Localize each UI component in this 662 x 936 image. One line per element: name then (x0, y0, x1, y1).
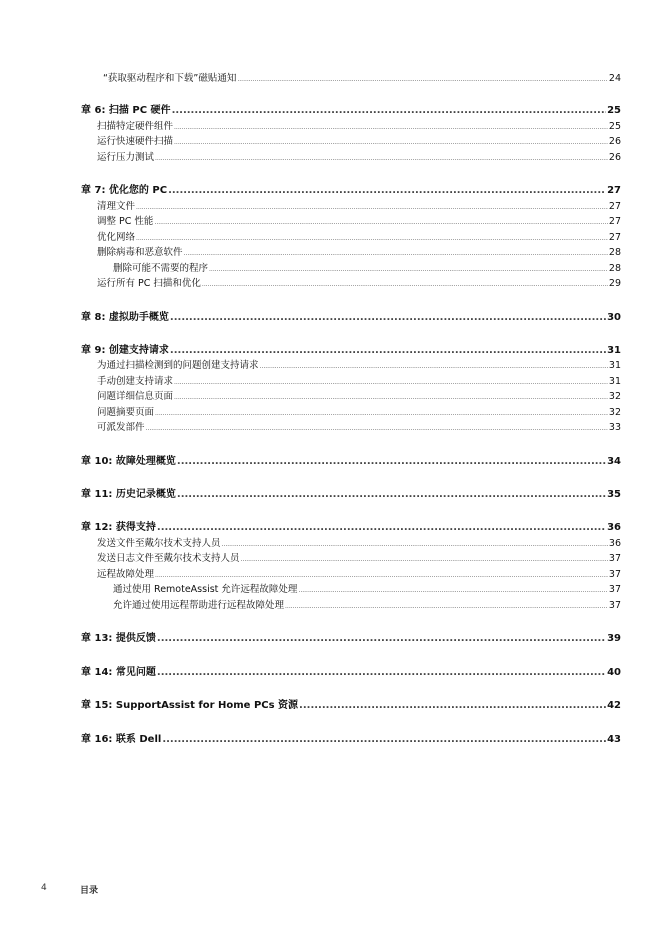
toc-entry-label: 允许通过使用远程帮助进行远程故障处理 (113, 600, 285, 611)
toc-entry[interactable] (81, 360, 621, 373)
toc-entry-label: 远程故障处理 (97, 569, 155, 580)
toc-entry-label: 章 11: 历史记录概览 (81, 489, 176, 500)
toc-entry-label: “获取驱动程序和下载”磁贴通知 (103, 73, 237, 84)
toc-entry-page-number: 27 (607, 185, 621, 196)
toc-dot-leader (170, 345, 606, 357)
toc-dot-leader (157, 667, 606, 679)
toc-entry[interactable] (81, 584, 621, 597)
toc-chapter-entry[interactable] (81, 522, 621, 534)
toc-entry-label: 清理文件 (97, 201, 136, 212)
toc-dot-leader (168, 185, 606, 197)
toc-entry-label: 章 6: 扫描 PC 硬件 (81, 105, 171, 116)
toc-entry-page-number: 37 (608, 569, 621, 580)
toc-entry-page-number: 28 (608, 247, 621, 258)
toc-dot-leader (285, 601, 608, 613)
toc-entry-label: 章 13: 提供反馈 (81, 633, 156, 644)
toc-entry-page-number: 42 (607, 700, 621, 711)
toc-entry-page-number: 37 (608, 600, 621, 611)
toc-entry-label: 章 14: 常见问题 (81, 667, 156, 678)
toc-entry[interactable] (81, 263, 621, 276)
toc-entry[interactable] (81, 121, 621, 134)
toc-dot-leader (299, 700, 606, 712)
toc-entry-page-number: 31 (608, 360, 621, 371)
toc-entry-page-number: 36 (608, 538, 621, 549)
toc-entry-page-number: 27 (608, 232, 621, 243)
toc-dot-leader (136, 202, 608, 214)
toc-entry-label: 扫描特定硬件组件 (97, 121, 174, 132)
toc-dot-leader (184, 248, 608, 260)
toc-dot-leader (177, 489, 606, 501)
toc-dot-leader (157, 522, 606, 534)
toc-dot-leader (177, 456, 606, 468)
toc-entry-label: 运行压力测试 (97, 152, 155, 163)
toc-entry-label: 删除可能不需要的程序 (113, 263, 209, 274)
toc-entry-label: 问题摘要页面 (97, 407, 155, 418)
toc-entry[interactable] (81, 391, 621, 404)
toc-dot-leader (209, 264, 608, 276)
footer-page-number: 4 (41, 883, 47, 893)
toc-entry-page-number: 37 (608, 553, 621, 564)
toc-entry-label: 发送文件至戴尔技术支持人员 (97, 538, 221, 549)
toc-dot-leader (174, 137, 608, 149)
toc-entry-page-number: 31 (607, 345, 621, 356)
toc-entry-page-number: 35 (607, 489, 621, 500)
toc-entry-page-number: 32 (608, 391, 621, 402)
toc-entry-page-number: 43 (607, 734, 621, 745)
toc-entry-label: 章 10: 故障处理概览 (81, 456, 176, 467)
toc-entry-page-number: 37 (608, 584, 621, 595)
toc-dot-leader (155, 153, 608, 165)
toc-entry-page-number: 34 (607, 456, 621, 467)
toc-entry[interactable] (81, 553, 621, 566)
page-footer (0, 883, 662, 897)
toc-entry-label: 章 16: 联系 Dell (81, 734, 162, 745)
toc-dot-leader (174, 392, 608, 404)
toc-entry-page-number: 26 (608, 136, 621, 147)
toc-entry[interactable] (81, 538, 621, 551)
toc-dot-leader (146, 423, 608, 435)
toc-chapter-entry[interactable] (81, 734, 621, 746)
toc-entry[interactable] (81, 136, 621, 149)
toc-chapter-entry[interactable] (81, 667, 621, 679)
toc-entry[interactable] (81, 569, 621, 582)
toc-entry-label: 运行快速硬件扫描 (97, 136, 174, 147)
toc-entry-page-number: 27 (608, 201, 621, 212)
toc-entry[interactable] (81, 600, 621, 613)
toc-entry-page-number: 25 (607, 105, 621, 116)
toc-entry-page-number: 25 (608, 121, 621, 132)
toc-entry-page-number: 39 (607, 633, 621, 644)
toc-dot-leader (174, 122, 608, 134)
toc-dot-leader (162, 734, 606, 746)
toc-entry[interactable] (81, 73, 621, 86)
toc-entry-page-number: 36 (607, 522, 621, 533)
toc-entry-page-number: 32 (608, 407, 621, 418)
toc-chapter-entry[interactable] (81, 312, 621, 324)
toc-dot-leader (174, 377, 608, 389)
toc-entry-label: 手动创建支持请求 (97, 376, 174, 387)
toc-dot-leader (155, 408, 608, 420)
toc-entry[interactable] (81, 152, 621, 165)
toc-chapter-entry[interactable] (81, 489, 621, 501)
toc-entry-page-number: 28 (608, 263, 621, 274)
toc-dot-leader (155, 570, 608, 582)
toc-entry[interactable] (81, 201, 621, 214)
toc-entry-label: 章 12: 获得支持 (81, 522, 156, 533)
toc-dot-leader (237, 74, 608, 86)
footer-title: 目录 (80, 886, 99, 896)
toc-dot-leader (170, 312, 606, 324)
toc-dot-leader (241, 554, 608, 566)
toc-dot-leader (172, 105, 607, 117)
toc-chapter-entry[interactable] (81, 105, 621, 117)
toc-entry-label: 删除病毒和恶意软件 (97, 247, 183, 258)
toc-entry-page-number: 30 (607, 312, 621, 323)
toc-dot-leader (154, 217, 608, 229)
toc-entry-label: 章 9: 创建支持请求 (81, 345, 169, 356)
toc-dot-leader (202, 279, 608, 291)
toc-entry[interactable] (81, 232, 621, 245)
toc-entry-page-number: 31 (608, 376, 621, 387)
toc-chapter-entry[interactable] (81, 456, 621, 468)
toc-dot-leader (136, 233, 608, 245)
toc-entry-label: 章 15: SupportAssist for Home PCs 资源 (81, 700, 299, 711)
toc-entry-label: 调整 PC 性能 (97, 216, 154, 227)
toc-dot-leader (157, 633, 606, 645)
toc-dot-leader (222, 539, 608, 551)
toc-entry-page-number: 27 (608, 216, 621, 227)
toc-entry-label: 问题详细信息页面 (97, 391, 174, 402)
toc-dot-leader (298, 585, 608, 597)
toc-entry-page-number: 40 (607, 667, 621, 678)
toc-entry[interactable] (81, 422, 621, 435)
toc-chapter-entry[interactable] (81, 345, 621, 357)
toc-entry-label: 可派发部件 (97, 422, 145, 433)
toc-chapter-entry[interactable] (81, 700, 621, 712)
toc-entry[interactable] (81, 216, 621, 229)
toc-entry-page-number: 24 (608, 73, 621, 84)
toc-chapter-entry[interactable] (81, 633, 621, 645)
toc-entry-page-number: 26 (608, 152, 621, 163)
toc-entry-label: 为通过扫描检测到的问题创建支持请求 (97, 360, 259, 371)
toc-chapter-entry[interactable] (81, 185, 621, 197)
toc-dot-leader (260, 361, 608, 373)
toc-entry-label: 运行所有 PC 扫描和优化 (97, 278, 201, 289)
toc-entry-page-number: 33 (608, 422, 621, 433)
toc-entry-label: 章 7: 优化您的 PC (81, 185, 168, 196)
toc-entry-label: 通过使用 RemoteAssist 允许远程故障处理 (113, 584, 298, 595)
toc-entry[interactable] (81, 407, 621, 420)
toc-entry[interactable] (81, 278, 621, 291)
toc-entry[interactable] (81, 247, 621, 260)
toc-entry-label: 优化网络 (97, 232, 136, 243)
toc-entry-label: 章 8: 虚拟助手概览 (81, 312, 169, 323)
toc-entry[interactable] (81, 376, 621, 389)
toc-entry-label: 发送日志文件至戴尔技术支持人员 (97, 553, 240, 564)
toc-entry-page-number: 29 (608, 278, 621, 289)
